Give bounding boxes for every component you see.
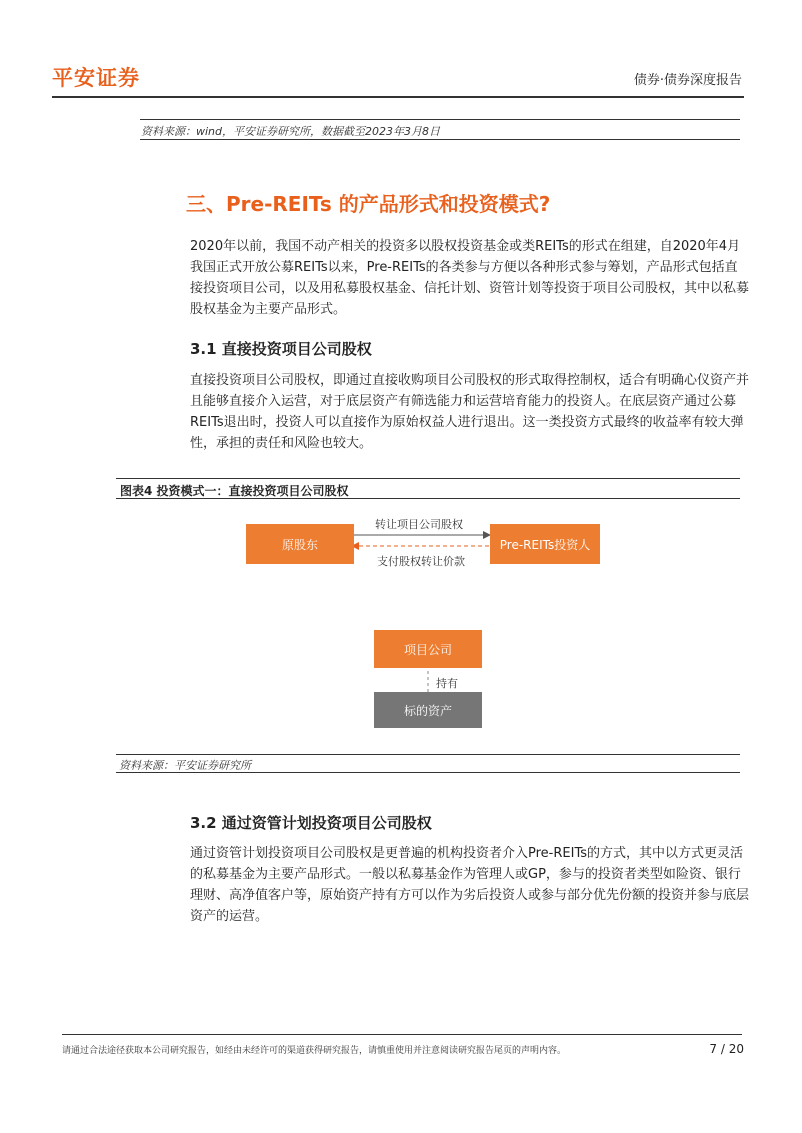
source-note-top: 资料来源：wind，平安证券研究所，数据截至2023年3月8日 <box>141 125 440 138</box>
divider <box>116 478 740 479</box>
investor-box: Pre-REITs投资人 <box>490 524 600 564</box>
subsection-3-1-paragraph: 直接投资项目公司股权，即通过直接收购项目公司股权的形式取得控制权，适合有明确心仪资产并且能够直接介入运营，对于底层资产有筛选能力和运营培育能力的投资人。在底层资产通过公募REITs退出时，投资人可以直接作为原始权益人进行退出。这一类投资方式最终的收益率有较大弹性，承担的责任和风险也较大。 <box>190 373 750 451</box>
divider <box>116 498 740 499</box>
underlying-asset-box: 标的资产 <box>374 692 482 728</box>
company-logo: 平安证券 <box>52 66 140 90</box>
subsection-title-3-1: 3.1 直接投资项目公司股权 <box>190 340 372 358</box>
figure-source-note: 资料来源：平安证券研究所 <box>119 759 251 772</box>
subsection-title-3-2: 3.2 通过资管计划投资项目公司股权 <box>190 814 432 832</box>
divider <box>116 772 740 773</box>
project-company-box: 项目公司 <box>374 630 482 668</box>
report-type: 债券·债券深度报告 <box>633 73 742 88</box>
original-shareholder-box: 原股东 <box>246 524 354 564</box>
footer-divider <box>62 1034 742 1035</box>
figure-label: 图表4 投资模式一：直接投资项目公司股权 <box>120 484 349 498</box>
transfer-label: 转让项目公司股权 <box>375 518 463 531</box>
page-number: 7 / 20 <box>709 1042 744 1056</box>
header-divider <box>52 96 744 98</box>
section-intro-paragraph: 2020年以前，我国不动产相关的投资多以股权投资基金或类REITs的形式在组建，自2020年4月我国正式开放公募REITs以来，Pre-REITs的各类参与方便以各种形式参与筹划，产品形式包括直接投资项目公司，以及用私募股权基金、信托计划、资管计划等投资于项目公司股权，其中以私募股权基金为主要产品形式。 <box>190 239 750 317</box>
divider <box>140 139 740 140</box>
hold-label: 持有 <box>436 677 458 690</box>
subsection-3-2-paragraph: 通过资管计划投资项目公司股权是更普遍的机构投资者介入Pre-REITs的方式，其中以方式更灵活的私募基金为主要产品形式。一般以私募基金作为管理人或GP，参与的投资者类型如险资、银行理财、高净值客户等，原始资产持有方可以作为劣后投资人或参与部分优先份额的投资并参与底层资产的运营。 <box>190 846 750 924</box>
divider <box>140 119 740 120</box>
payment-label: 支付股权转让价款 <box>377 555 465 568</box>
footer-disclaimer: 请通过合法途径获取本公司研究报告，如经由未经许可的渠道获得研究报告，请慎重使用并注意阅读研究报告尾页的声明内容。 <box>62 1046 567 1056</box>
section-title: 三、Pre-REITs 的产品形式和投资模式? <box>186 192 551 216</box>
divider <box>116 754 740 755</box>
